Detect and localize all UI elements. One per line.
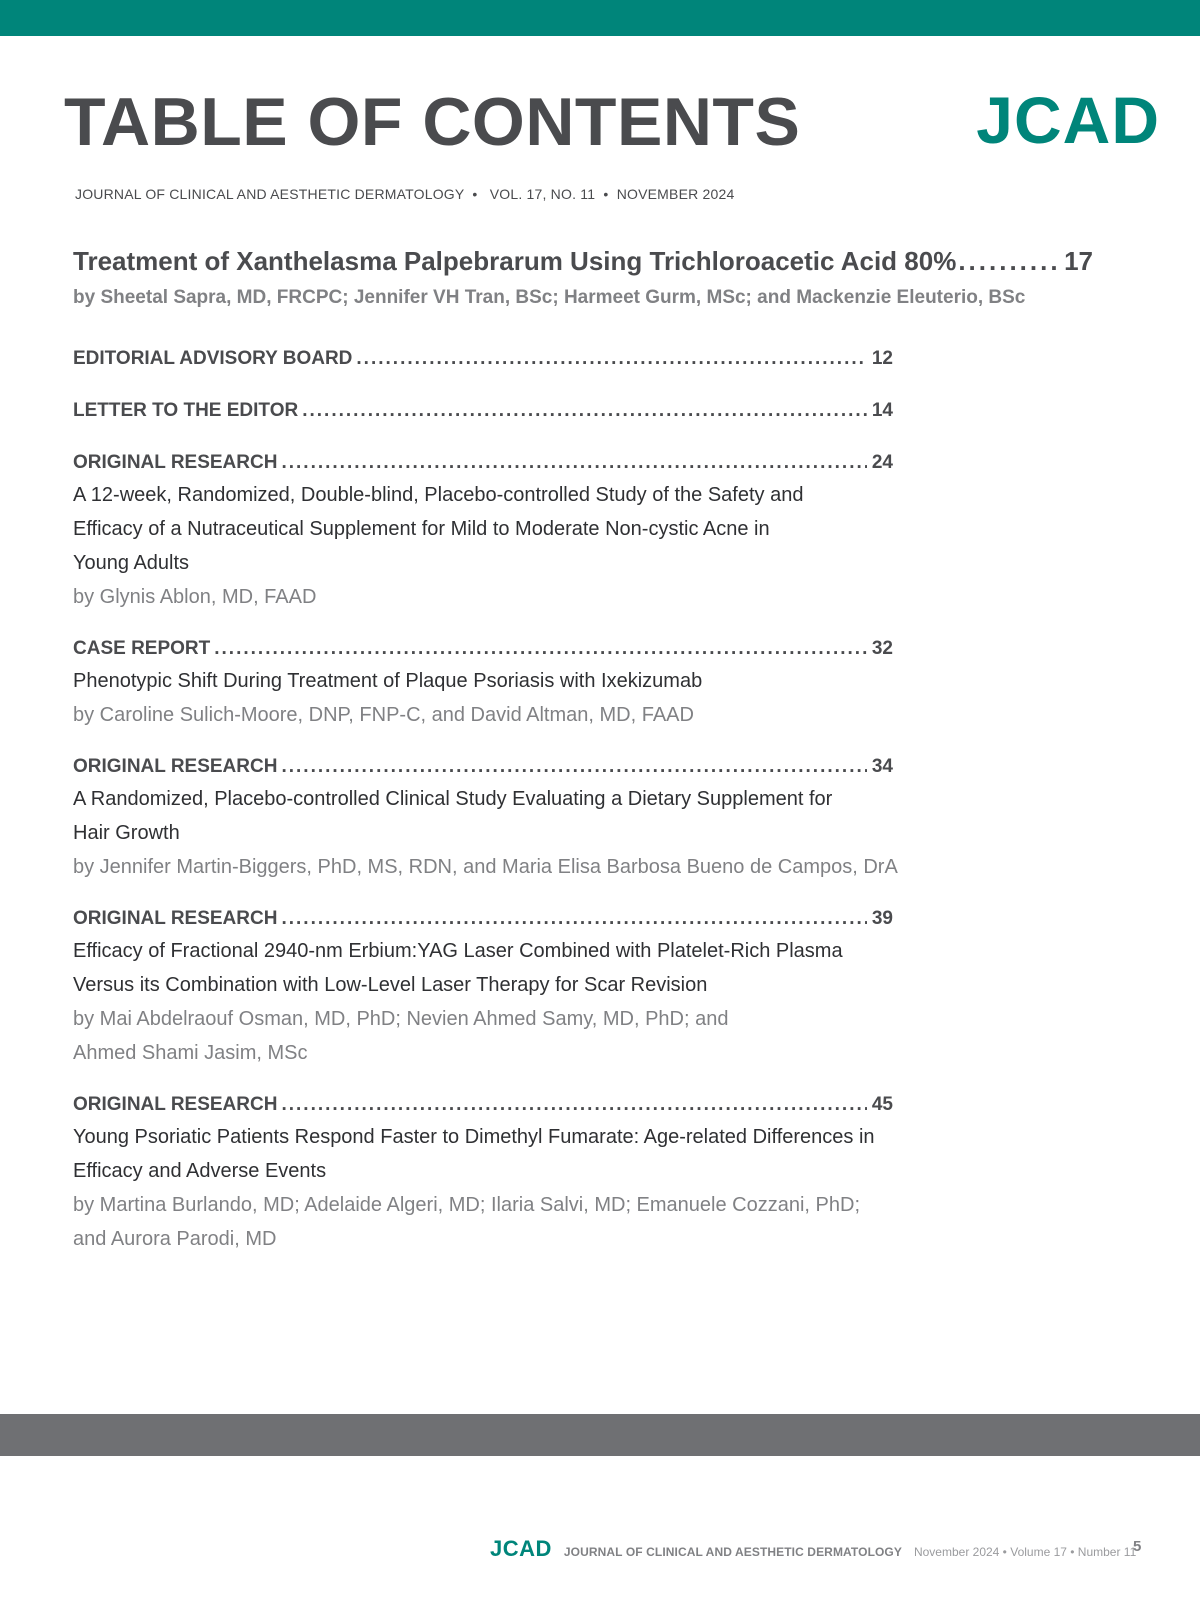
leader-dots [356,344,867,374]
section-heading[interactable]: EDITORIAL ADVISORY BOARD [73,348,353,369]
section-heading-row[interactable] [73,396,893,426]
section-heading-row[interactable] [73,344,893,374]
issue-date: NOVEMBER 2024 [616,186,735,202]
leader-dots [214,634,867,664]
article-authors: by Martina Burlando, MD; Adelaide Algeri, MD; Ilaria Salvi, MD; Emanuele Cozzani, PhD; and Aurora Parodi, MD [73,1194,861,1250]
leader-dots [281,448,867,478]
leader-dots [281,752,867,782]
page-number: 5 [1133,1538,1142,1555]
section-heading-row[interactable] [73,448,893,478]
bottom-gray-bar [0,1414,1200,1456]
toc-entry[interactable] [73,634,893,732]
article-title[interactable]: Young Psoriatic Patients Respond Faster to Dimethyl Fumarate: Age-related Differences in Efficacy and Adverse Events [73,1126,875,1182]
article-title[interactable]: A Randomized, Placebo-controlled Clinical Study Evaluating a Dietary Supplement for Hair Growth [73,788,833,844]
top-teal-bar [0,0,1200,36]
toc-entry[interactable] [73,448,893,614]
subtitle-separator: • [603,186,609,202]
section-heading[interactable]: ORIGINAL RESEARCH [73,452,278,473]
section-heading[interactable]: ORIGINAL RESEARCH [73,908,278,929]
toc-entry[interactable] [73,344,893,374]
subtitle-separator: • [472,186,478,202]
section-heading[interactable]: ORIGINAL RESEARCH [73,1094,278,1115]
lead-article-title[interactable]: Treatment of Xanthelasma Palpebrarum Using Trichloroacetic Acid 80% [73,246,957,276]
article-title[interactable]: Phenotypic Shift During Treatment of Plaque Psoriasis with Ixekizumab [73,670,703,692]
article-authors: by Mai Abdelraouf Osman, MD, PhD; Nevien Ahmed Samy, MD, PhD; and Ahmed Shami Jasim, MSc [73,1008,729,1064]
article-title[interactable]: A 12-week, Randomized, Double-blind, Placebo-controlled Study of the Safety and Efficacy of a Nutraceutical Supplement for Mild to Moderate Non-cystic Acne in Young Adults [73,484,804,574]
leader-dots [302,396,867,426]
journal-subtitle [75,186,734,202]
section-page-number: 24 [871,452,893,473]
article-authors: by Caroline Sulich-Moore, DNP, FNP-C, and David Altman, MD, FAAD [73,704,694,726]
section-page-number: 39 [871,908,893,929]
section-heading-row[interactable] [73,752,893,782]
article-authors: by Glynis Ablon, MD, FAAD [73,586,317,608]
jcad-logo: JCAD [976,83,1160,157]
section-page-number: 12 [871,348,893,369]
page-title: TABLE OF CONTENTS [64,84,801,160]
footer-logo: JCAD [490,1536,552,1561]
article-title[interactable]: Efficacy of Fractional 2940-nm Erbium:YAG Laser Combined with Platelet-Rich Plasma Versus its Combination with Low-Level Laser Therapy for Scar Revision [73,940,843,996]
section-page-number: 45 [871,1094,893,1115]
article-authors: by Jennifer Martin-Biggers, PhD, MS, RDN, and Maria Elisa Barbosa Bueno de Campos, DrA [73,856,898,878]
toc-entry[interactable] [73,752,898,884]
toc-entry[interactable] [73,1090,893,1256]
leader-dots [281,1090,867,1120]
leader-dots [958,246,1058,277]
lead-article-page: 17 [1064,246,1093,276]
lead-article-row[interactable] [73,246,1093,277]
toc-list [73,344,898,1276]
page-footer [490,1536,1136,1560]
section-page-number: 14 [871,400,893,421]
section-page-number: 32 [871,638,893,659]
lead-article-authors: by Sheetal Sapra, MD, FRCPC; Jennifer VH Tran, BSc; Harmeet Gurm, MSc; and Mackenzie Eleuterio, BSc [73,287,1026,308]
leader-dots [281,904,867,934]
journal-name: JOURNAL OF CLINICAL AND AESTHETIC DERMATOLOGY [75,186,465,202]
footer-journal-name: JOURNAL OF CLINICAL AND AESTHETIC DERMATOLOGY [563,1545,902,1559]
issue-label: VOL. 17, NO. 11 [489,186,596,202]
toc-entry[interactable] [73,904,893,1070]
section-heading-row[interactable] [73,904,893,934]
section-heading-row[interactable] [73,1090,893,1120]
footer-issue: November 2024 • Volume 17 • Number 11 [913,1545,1137,1559]
toc-entry[interactable] [73,396,893,426]
section-heading[interactable]: ORIGINAL RESEARCH [73,756,278,777]
section-heading[interactable]: LETTER TO THE EDITOR [73,400,299,421]
section-page-number: 34 [871,756,893,777]
section-heading-row[interactable] [73,634,893,664]
section-heading[interactable]: CASE REPORT [73,638,211,659]
